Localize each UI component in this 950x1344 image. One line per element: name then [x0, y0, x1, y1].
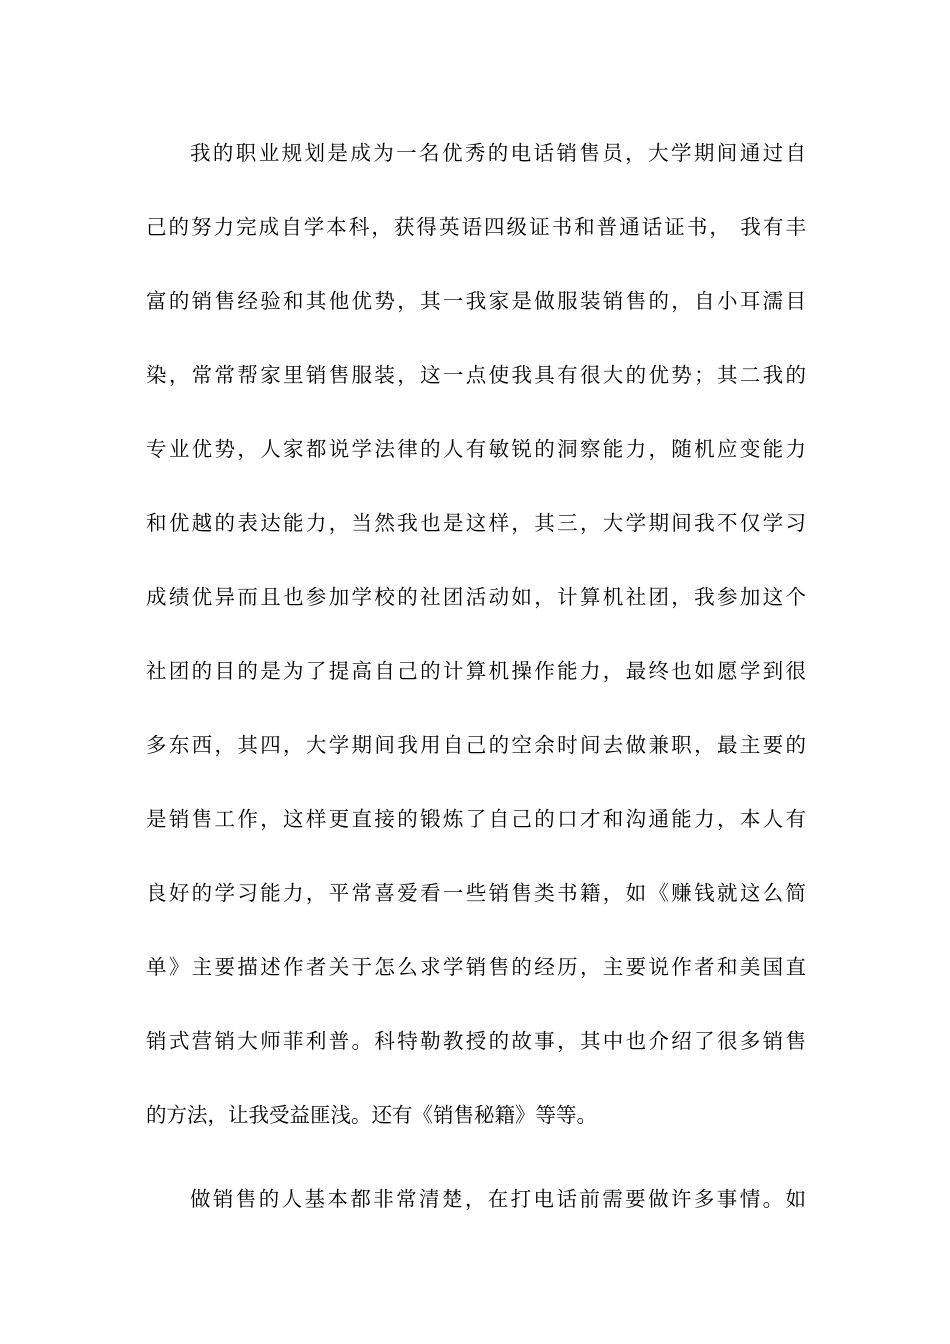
paragraph-1-line-5: 专业优势，人家都说学法律的人有敏锐的洞察能力，随机应变能力: [146, 437, 806, 461]
paragraph-1-line-12: 单》主要描述作者关于怎么求学销售的经历，主要说作者和美国直: [146, 955, 806, 979]
paragraph-1-line-3: 富的销售经验和其他优势，其一我家是做服装销售的，自小耳濡目: [146, 289, 806, 313]
paragraph-1-line-11: 良好的学习能力，平常喜爱看一些销售类书籍，如《赚钱就这么简: [146, 881, 806, 905]
paragraph-1-line-8: 社团的目的是为了提高自己的计算机操作能力，最终也如愿学到很: [146, 659, 806, 683]
paragraph-1-line-2: 己的努力完成自学本科，获得英语四级证书和普通话证书， 我有丰: [146, 215, 806, 239]
paragraph-1-line-6: 和优越的表达能力，当然我也是这样，其三，大学期间我不仅学习: [146, 511, 806, 535]
paragraph-1-line-9: 多东西，其四，大学期间我用自己的空余时间去做兼职，最主要的: [146, 733, 806, 757]
paragraph-1-line-1: 我的职业规划是成为一名优秀的电话销售员，大学期间通过自: [190, 141, 806, 165]
paragraph-2-line-1: 做销售的人基本都非常清楚，在打电话前需要做许多事情。如: [190, 1187, 806, 1211]
paragraph-1-line-10: 是销售工作，这样更直接的锻炼了自己的口才和沟通能力，本人有: [146, 807, 806, 831]
paragraph-1-line-4: 染，常常帮家里销售服装，这一点使我具有很大的优势；其二我的: [146, 363, 806, 387]
paragraph-1-line-7: 成绩优异而且也参加学校的社团活动如，计算机社团，我参加这个: [146, 585, 806, 609]
paragraph-1-line-14: 的方法，让我受益匪浅。还有《销售秘籍》等等。: [146, 1103, 597, 1127]
paragraph-1-line-13: 销式营销大师菲利普。科特勒教授的故事，其中也介绍了很多销售: [146, 1029, 806, 1053]
